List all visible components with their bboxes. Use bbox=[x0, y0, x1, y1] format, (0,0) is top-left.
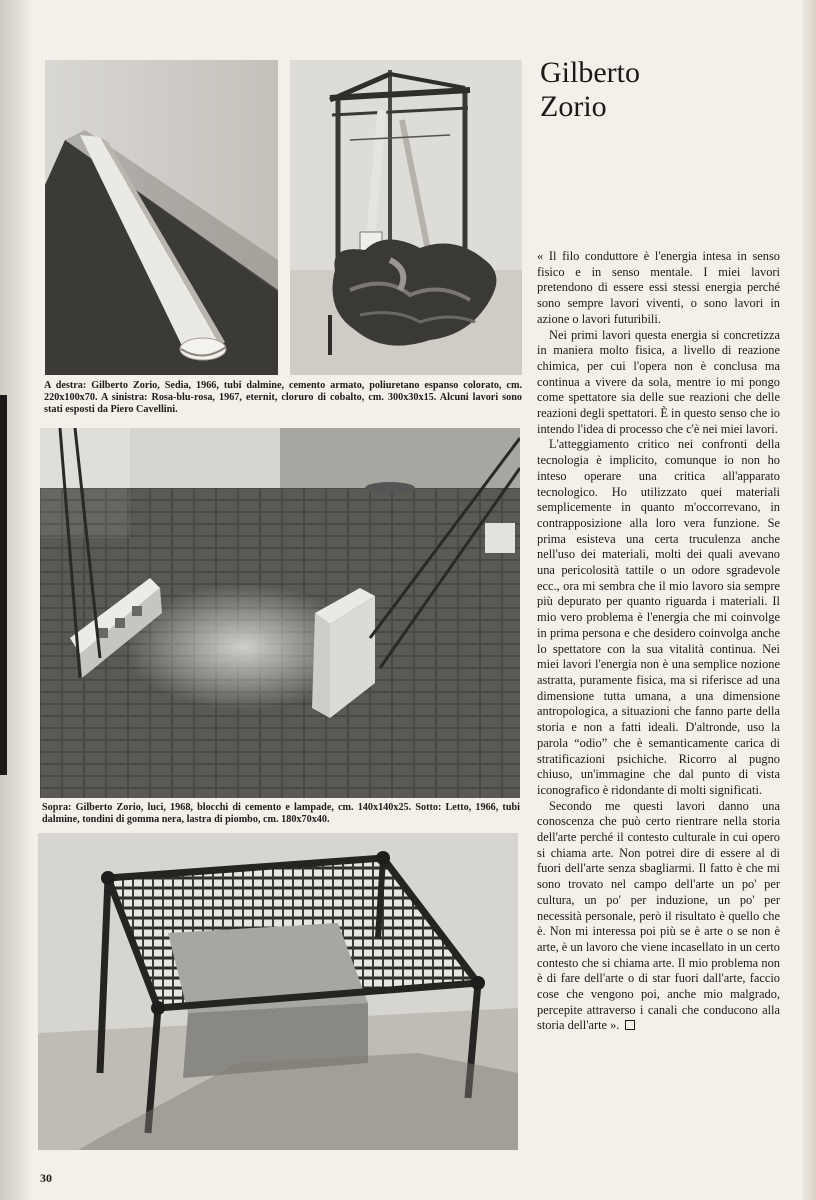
photo-letto bbox=[38, 833, 518, 1150]
photo-channel-sculpture-image bbox=[45, 60, 278, 375]
end-of-article-square-icon bbox=[625, 1020, 635, 1030]
article-title bbox=[540, 56, 780, 124]
article-paragraph-text: Secondo me questi lavori danno una conoscenza che può certo rientrare nella storia dell'arte perché il contesto culturale in cui opero si chiama arte. Non potrei dire di essere al di fuori dell'arte senza sbagliarmi. Il fatto è che mi sono trovato nel campo dell'arte un po' per cultura, un po' per induzione, un po' per necessità personale, però il risultato è quello che è. Non mi interessa poi più se è arte o se non è arte, è un lavoro che viene incasellato in un certo contesto che si chiama arte. Il mio problema non è di fare dell'arte o di star fuori dall'arte, faccio cose che vengono poi, anche mio malgrado, percepite attraverso i canali che conducono alla storia dell'arte ». bbox=[537, 798, 780, 1033]
article-paragraph: L'atteggiamento critico nei confronti della tecnologia è implicito, comunque io non ho inteso operare una critica all'apparato tecnologico. Ho utilizzato quei materiali semplicemente in quanto m'occorrevano, in contrapposizione alla loro vera funzione. Se prima esisteva una certa truculenza anche nell'uso dei materiali, molti dei quali avevano una pericolosità tattile o un odore sgradevole ecc., ora mi sembra che il mio lavoro sia sempre più depurato per quanto riguarda i materiali. Il mio vero problema è l'energia che mi coinvolge in prima persona e che desidero coinvolga anche lo spettatore con la sua vitalità continua. Nei miei lavori l'energia non è una semplice nozione astratta, puramente fisica, ma si riferisce ad una dimensione tutta umana, a una dimensione antropologica, a situazioni che fanno parte della storia e non a fatti ideali. D'altronde, uso la parola “odio” che è semanticamente carica di stratificazioni psichiche. Ricorro al pugno chiuso, un'immagine che dal punto di vista iconografico è ridondante di molti significati. bbox=[537, 437, 780, 797]
page-edge-mark bbox=[0, 395, 7, 775]
article-title-first-name: Gilberto bbox=[540, 56, 640, 89]
article-title-last-name: Zorio bbox=[540, 90, 607, 123]
page-right-edge bbox=[802, 0, 816, 1200]
caption-top-photos: A destra: Gilberto Zorio, Sedia, 1966, tubi dalmine, cemento armato, poliuretano espanso colorato, cm. 220x100x70. A sinistra: Rosa-blu-rosa, 1967, eternit, cloruro di cobalto, cm. 300x30x15. Alcuni lavori sono stati esposti da Piero Cavellini. bbox=[44, 380, 522, 415]
article-paragraph: « Il filo conduttore è l'energia intesa in senso fisico e in senso mentale. I miei lavori pretendono di essere essi stessi energia perché sono sempre lavori viventi, o sono lavori in azione o lavori futuribili. bbox=[537, 249, 780, 326]
photo-luci-image bbox=[40, 428, 520, 798]
article-paragraph-last bbox=[537, 799, 780, 1035]
article-body bbox=[537, 249, 780, 1034]
photo-frame-sculpture-image bbox=[290, 60, 522, 375]
caption-middle-photos: Sopra: Gilberto Zorio, luci, 1968, blocchi di cemento e lampade, cm. 140x140x25. Sotto: Letto, 1966, tubi dalmine, tondini di gomma nera, lastra di piombo, cm. 180x70x40. bbox=[42, 802, 520, 825]
photo-rosa-blu-rosa bbox=[45, 60, 278, 375]
photo-letto-image bbox=[38, 833, 518, 1150]
photo-luci bbox=[40, 428, 520, 798]
article-paragraph: Nei primi lavori questa energia si concretizza in maniera molto fisica, a livello di reazione chimica, per cui l'opera non è conclusa ma continua a vivere da sola, mentre io mi pongo come spettatore sia delle sue reazioni che delle reazioni degli spettatori. È in questo senso che io intendo l'idea di processo che c'è nei miei lavori. bbox=[537, 327, 780, 436]
page-number: 30 bbox=[40, 1171, 52, 1185]
photo-sedia bbox=[290, 60, 522, 375]
